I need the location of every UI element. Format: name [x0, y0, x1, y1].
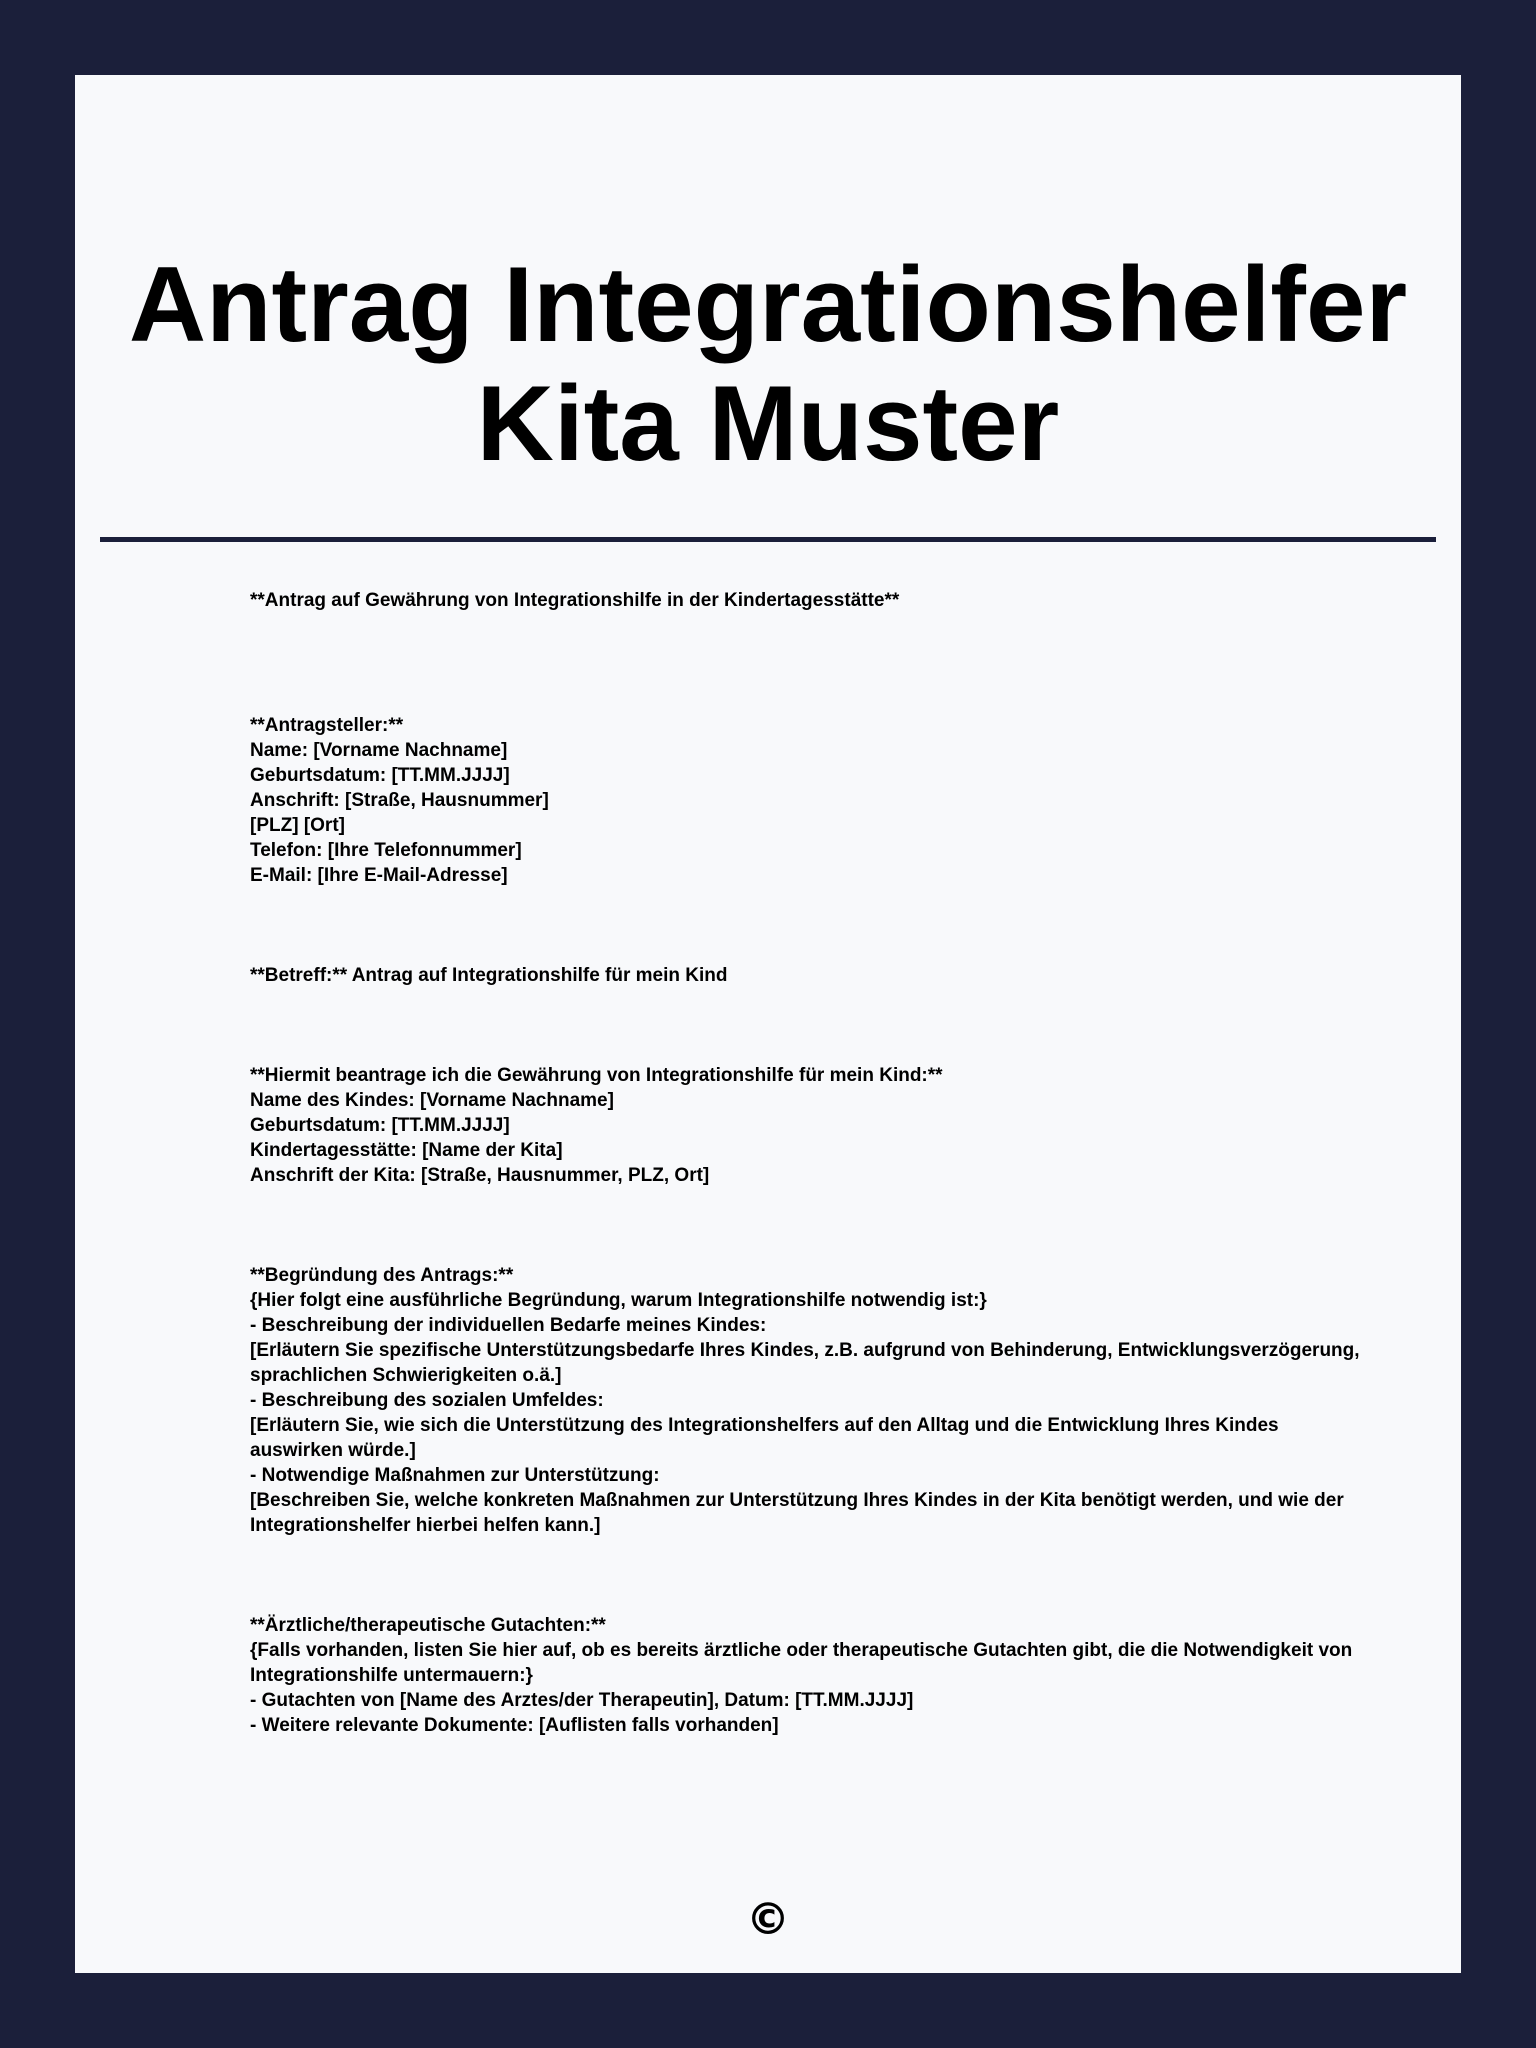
document-body — [250, 588, 1360, 1738]
subject-line: **Betreff:** Antrag auf Integrationshilfe für mein Kind — [250, 965, 728, 986]
copyright-icon: © — [746, 1894, 790, 1945]
applicant-section: **Antragsteller:** Name: [Vorname Nachname] Geburtsdatum: [TT.MM.JJJJ] Anschrift: [Straße, Hausnummer] [PLZ] [Ort] Telefon: [Ihre Telefonnummer] E-Mail: [Ihre E-Mail-Adresse] — [250, 715, 549, 886]
request-heading: **Antrag auf Gewährung von Integrationshilfe in der Kindertagesstätte** — [250, 590, 900, 611]
child-details-section: **Hiermit beantrage ich die Gewährung von Integrationshilfe für mein Kind:** Name des Kindes: [Vorname Nachname] Geburtsdatum: [TT.MM.JJJJ] Kindertagesstätte: [Name der Kita] Anschrift der Kita: [Straße, Hausnummer, PLZ, Ort] — [250, 1065, 943, 1186]
reports-section: **Ärztliche/therapeutische Gutachten:** {Falls vorhanden, listen Sie hier auf, ob es bereits ärztliche oder therapeutische Gutachten gibt, die die Notwendigkeit von Integrationshilfe untermauern:} - Gutachten von [Name des Arztes/der Therapeutin], Datum: [TT.MM.JJJJ] - Weitere relevante Dokumente: [Auflisten falls vorhanden] — [250, 1615, 1353, 1736]
title-divider — [100, 537, 1436, 542]
document-page — [75, 75, 1461, 1973]
document-title: Antrag Integrationshelfer Kita Muster — [128, 244, 1408, 483]
justification-section: **Begründung des Antrags:** {Hier folgt eine ausführliche Begründung, warum Integrationshilfe notwendig ist:} - Beschreibung der individuellen Bedarfe meines Kindes: [Erläutern Sie spezifische Unterstützungsbedarfe Ihres Kindes, z.B. aufgrund von Behinderung, Entwicklungsverzögerung, sprachlichen Schwierigkeiten o.ä.] - Beschreibung des sozialen Umfeldes: [Erläutern Sie, wie sich die Unterstützung des Integrationshelfers auf den Alltag und die Entwicklung Ihres Kindes auswirken würde.] - Notwendige Maßnahmen zur Unterstützung: [Beschreiben Sie, welche konkreten Maßnahmen zur Unterstützung Ihres Kindes in der Kita benötigt werden, und wie der Integrationshelfer hierbei helfen kann.] — [250, 1265, 1360, 1536]
